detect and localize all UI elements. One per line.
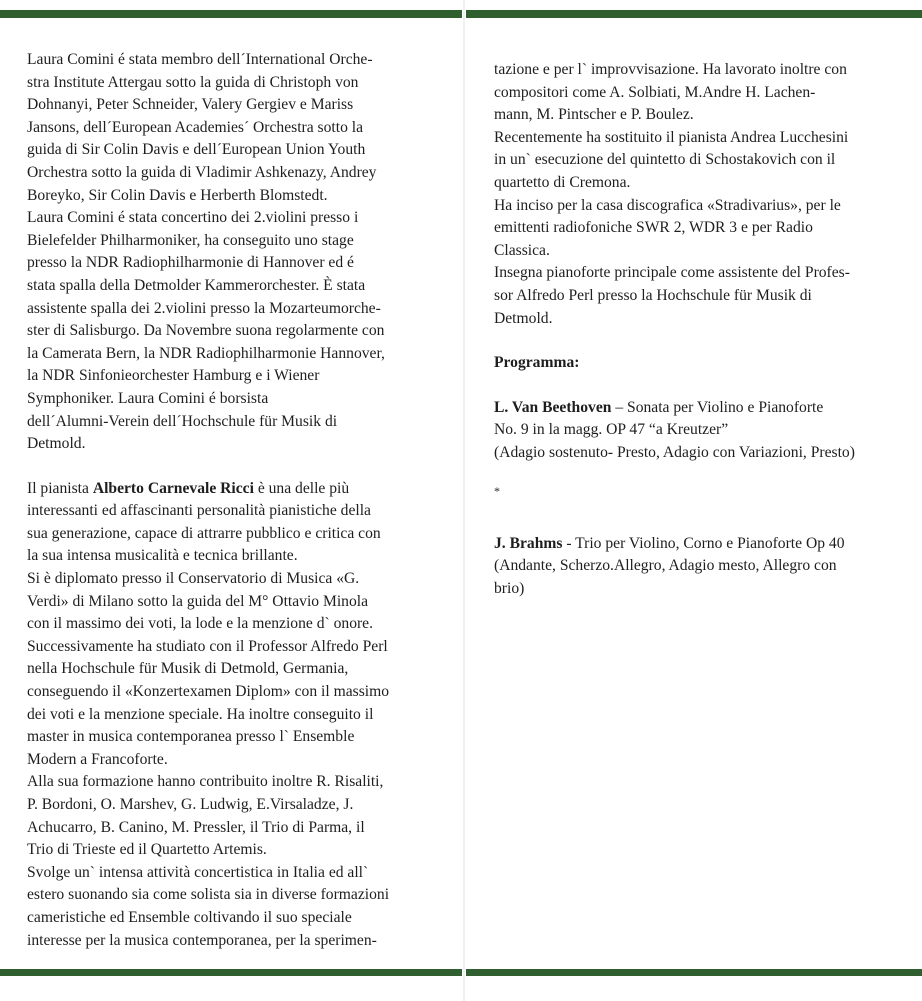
text-line: Boreyko, Sir Colin Davis e Herberth Blomstedt. <box>27 186 328 204</box>
text-line: con il massimo dei voti, la lode e la menzione d` onore. <box>27 615 374 633</box>
text-line: Dohnanyi, Peter Schneider, Valery Gergiev e Mariss <box>27 96 354 114</box>
text-line: la Camerata Bern, la NDR Radiophilharmonie Hannover, <box>27 344 385 362</box>
work-title: – Sonata per Violino e Pianoforte <box>611 398 824 416</box>
top-left-accent-bar <box>0 10 462 18</box>
text-line: Ha inciso per la casa discografica «Stradivarius», per le <box>494 196 841 214</box>
ricci-intro-line <box>27 478 449 501</box>
text-line: la sua intensa musicalità e tecnica brillante. <box>27 547 298 565</box>
paragraph-gap <box>494 330 902 352</box>
text-line: Svolge un` intensa attività concertistica in Italia ed all` <box>27 863 369 881</box>
text-line: Trio di Trieste ed il Quartetto Artemis. <box>27 841 267 859</box>
program-item-title-line <box>494 533 902 556</box>
text-line: estero suonando sia come solista sia in diverse formazioni <box>27 886 390 904</box>
work-title-continued: No. 9 in la magg. OP 47 “a Kreutzer” <box>494 421 729 439</box>
text-line: P. Bordoni, O. Marshev, G. Ludwig, E.Virsaladze, J. <box>27 796 354 813</box>
text-line: stra Institute Attergau sotto la guida di Christoph von <box>27 73 359 91</box>
program-item-beethoven <box>494 397 902 465</box>
text-line: cameristiche ed Ensemble coltivando il suo speciale <box>27 908 352 926</box>
text-line: la NDR Sinfonieorchester Hamburg e i Wiener <box>27 367 320 385</box>
paragraph-gap <box>27 456 449 478</box>
pianist-name: Alberto Carnevale Ricci <box>92 479 254 497</box>
text-line: Insegna pianoforte principale come assistente del Profes- <box>494 264 850 282</box>
paragraph-gap <box>494 501 902 533</box>
work-title: - Trio per Violino, Corno e Pianoforte Op 40 <box>562 534 845 552</box>
text-line: quartetto di Cremona. <box>494 173 631 191</box>
text-line: dei voti e la menzione speciale. Ha inoltre conseguito il <box>27 705 374 723</box>
work-movements: (Adagio sostenuto- Presto, Adagio con Variazioni, Presto) <box>494 443 855 461</box>
text-line: nella Hochschule für Musik di Detmold, Germania, <box>27 660 349 678</box>
composer-name: J. Brahms <box>494 534 563 552</box>
text-line: dell´Alumni-Verein dell´Hochschule für Musik di <box>27 412 338 430</box>
text-line: conseguendo il «Konzertexamen Diplom» con il massimo <box>27 683 390 701</box>
text-line: Si è diplomato presso il Conservatorio di Musica «G. <box>27 570 360 588</box>
text-line: Modern a Francoforte. <box>27 750 168 768</box>
ricci-biography <box>27 478 449 952</box>
left-column <box>27 49 449 952</box>
composer-name: L. Van Beethoven <box>494 398 612 416</box>
text-line: compositori come A. Solbiati, M.Andre H. Lachen- <box>494 83 816 101</box>
right-column <box>494 59 902 600</box>
text-line: Detmold. <box>494 309 553 327</box>
text-line: in un` esecuzione del quintetto di Schostakovich con il <box>494 151 836 169</box>
text-line: interessanti ed affascinanti personalità pianistiche della <box>27 502 371 520</box>
text-line: Achucarro, B. Canino, M. Pressler, il Trio di Parma, il <box>27 818 365 836</box>
text-line: master in musica contemporanea presso l` Ensemble <box>27 728 355 746</box>
intro-prefix: Il pianista <box>27 479 93 497</box>
bottom-right-accent-bar <box>466 969 922 976</box>
text-line: Laura Comini é stata membro dell´International Orche- <box>27 51 373 68</box>
comini-biography <box>27 49 449 456</box>
page-fold <box>463 0 465 1001</box>
program-item-brahms <box>494 533 902 601</box>
work-movements: (Andante, Scherzo.Allegro, Adagio mesto, Allegro con <box>494 557 837 575</box>
ricci-biography-continued <box>494 59 902 330</box>
text-line: Classica. <box>494 241 550 259</box>
text-line: Laura Comini é stata concertino dei 2.violini presso i <box>27 209 359 227</box>
text-line: emittenti radiofoniche SWR 2, WDR 3 e per Radio <box>494 219 813 237</box>
text-line: assistente spalla dei 2.violini presso la Mozarteumorche- <box>27 299 381 317</box>
text-line: Symphoniker. Laura Comini é borsista <box>27 389 269 407</box>
text-line: presso la NDR Radiophilharmonie di Hannover ed é <box>27 254 354 272</box>
bottom-left-accent-bar <box>0 969 462 976</box>
program-item-title-line <box>494 397 902 420</box>
paragraph-gap <box>494 375 902 397</box>
intro-suffix: è una delle più <box>253 479 350 497</box>
text-line: Successivamente ha studiato con il Professor Alfredo Perl <box>27 637 388 655</box>
text-line: Bielefelder Philharmoniker, ha conseguito uno stage <box>27 231 354 249</box>
text-line: Detmold. <box>27 435 86 453</box>
text-line: guida di Sir Colin Davis e dell´European Union Youth <box>27 141 366 159</box>
text-line: mann, M. Pintscher e P. Boulez. <box>494 106 694 124</box>
text-line: Jansons, dell´European Academies´ Orchestra sotto la <box>27 118 364 136</box>
text-line: Alla sua formazione hanno contribuito inoltre R. Risaliti, <box>27 773 384 791</box>
text-line: sua generazione, capace di attrarre pubblico e critica con <box>27 524 381 542</box>
text-line: Verdi» di Milano sotto la guida del M° Ottavio Minola <box>27 592 369 610</box>
program-separator: * <box>494 483 500 498</box>
text-line: Orchestra sotto la guida di Vladimir Ashkenazy, Andrey <box>27 163 377 181</box>
text-line: interesse per la musica contemporanea, per la sperimen- <box>27 931 377 949</box>
text-line: tazione e per l` improvvisazione. Ha lavorato inoltre con <box>494 61 847 78</box>
text-line: Recentemente ha sostituito il pianista Andrea Lucchesini <box>494 128 849 146</box>
programma-heading: Programma: <box>494 354 580 372</box>
text-line: ster di Salisburgo. Da Novembre suona regolarmente con <box>27 322 385 340</box>
text-line: stata spalla della Detmolder Kammerorchester. È stata <box>27 276 366 294</box>
text-line: sor Alfredo Perl presso la Hochschule für Musik di <box>494 286 812 304</box>
top-right-accent-bar <box>466 10 922 18</box>
work-movements-continued: brio) <box>494 579 525 597</box>
